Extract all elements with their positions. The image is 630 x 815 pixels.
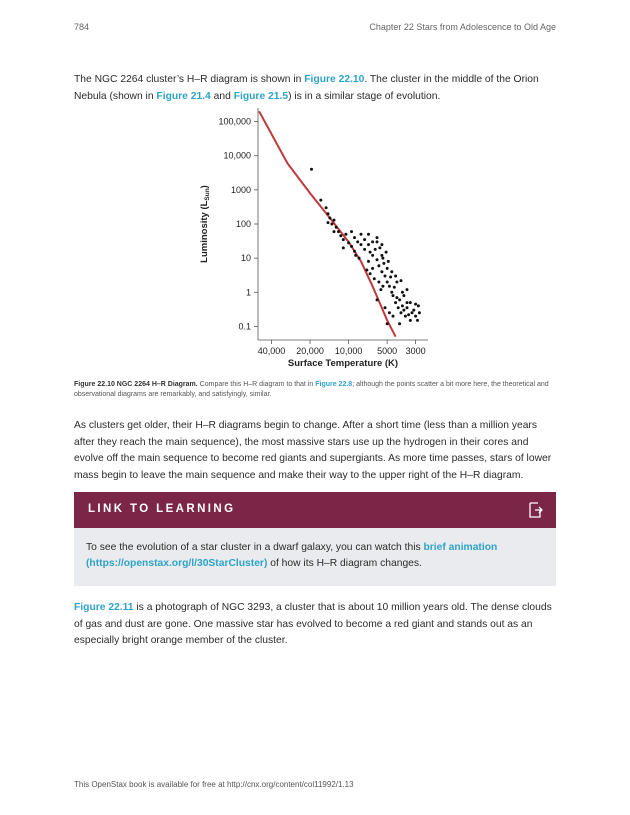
- star-point-56: [414, 315, 417, 318]
- star-point-77: [342, 246, 345, 249]
- star-point-20: [360, 233, 363, 236]
- star-point-88: [373, 277, 376, 280]
- star-point-87: [417, 304, 420, 307]
- star-point-63: [376, 298, 379, 301]
- star-point-55: [412, 309, 415, 312]
- ngc3293-paragraph: Figure 22.11 is a photograph of NGC 3293, a cluster that is about 10 million years old. The dense clouds of gas and dust are gone. One massive star has evolved to become a red giant and stands out as an especially bright orange member of the cluster.: [74, 602, 552, 646]
- star-point-52: [407, 313, 410, 316]
- page-number: 784: [74, 22, 90, 32]
- star-point-39: [389, 276, 392, 279]
- star-point-59: [386, 322, 389, 325]
- y-tick-label-4: 10: [240, 253, 251, 264]
- link-to-learning-text: To see the evolution of a star cluster in a dwarf galaxy, you can watch this brief animation (https://openstax.org/l/30StarCluster) of how its H–R diagram changes.: [86, 542, 498, 569]
- star-point-14: [347, 241, 350, 244]
- star-point-50: [404, 315, 407, 318]
- y-tick-label-2: 1000: [230, 184, 251, 195]
- figure-22-8-link[interactable]: Figure 22.8: [315, 381, 353, 388]
- star-point-69: [406, 288, 409, 291]
- brief-animation-link[interactable]: brief animation (https://openstax.org/l/30StarCluster): [86, 542, 498, 569]
- star-point-72: [377, 281, 380, 284]
- x-tick-label-4: 3000: [405, 346, 426, 356]
- hr-diagram-figure: [198, 104, 438, 376]
- star-point-78: [378, 246, 381, 249]
- star-point-64: [379, 288, 382, 291]
- star-point-73: [381, 285, 384, 288]
- star-point-47: [400, 311, 403, 314]
- running-head: Chapter 22 Stars from Adolescence to Old Age: [369, 22, 556, 32]
- star-point-48: [401, 304, 404, 307]
- star-point-74: [353, 250, 356, 253]
- star-point-7: [333, 219, 336, 222]
- star-point-54: [411, 311, 414, 314]
- x-tick-label-3: 5000: [377, 346, 398, 356]
- star-point-65: [384, 306, 387, 309]
- star-point-26: [371, 240, 374, 243]
- star-point-82: [394, 275, 397, 278]
- star-point-4: [328, 217, 331, 220]
- star-point-13: [344, 233, 347, 236]
- link-to-learning-title: LINK TO LEARNING: [88, 503, 236, 515]
- star-point-27: [371, 254, 374, 257]
- star-point-81: [390, 270, 393, 273]
- star-point-45: [397, 306, 400, 309]
- star-point-8: [335, 226, 338, 229]
- figure-caption: Figure 22.10 NGC 2264 H–R Diagram. Compare this H–R diagram to that in Figure 22.8; although the points scatter a bit more here, the theoretical and observational diagrams are remarkably, and satisfyingly, similar.: [74, 381, 549, 398]
- star-point-32: [380, 254, 383, 257]
- star-point-42: [393, 286, 396, 289]
- star-point-44: [395, 296, 398, 299]
- star-point-40: [390, 291, 393, 294]
- star-point-2: [325, 206, 328, 209]
- star-point-3: [327, 212, 330, 215]
- x-tick-label-1: 20,000: [296, 346, 324, 356]
- star-point-80: [387, 260, 390, 263]
- star-point-70: [367, 260, 370, 263]
- star-point-33: [380, 270, 383, 273]
- star-point-24: [367, 243, 370, 246]
- star-point-93: [385, 251, 388, 254]
- external-link-icon[interactable]: [526, 501, 544, 519]
- star-point-91: [376, 240, 379, 243]
- star-point-9: [337, 230, 340, 233]
- star-point-10: [333, 230, 336, 233]
- star-point-34: [382, 262, 385, 265]
- y-tick-group: [218, 117, 258, 332]
- star-point-49: [402, 309, 405, 312]
- star-point-57: [416, 319, 419, 322]
- x-axis-label: Surface Temperature (K): [287, 358, 399, 369]
- star-point-60: [392, 315, 395, 318]
- star-point-6: [330, 223, 333, 226]
- star-point-37: [386, 281, 389, 284]
- star-point-22: [363, 248, 366, 251]
- star-point-68: [401, 291, 404, 294]
- star-point-38: [388, 285, 391, 288]
- star-point-46: [398, 298, 401, 301]
- clusters-aging-paragraph: As clusters get older, their H–R diagrams begin to change. After a short time (less than a million years after they reach the main sequence), the most massive stars use up the hydrogen in their cores and evolve off the main sequence to become red giants and supergiants. As more time passes, stars of lower mass begin to leave the main sequence and make their way to the upper right of the H–R diagram.: [74, 420, 552, 481]
- star-point-23: [367, 233, 370, 236]
- star-point-76: [369, 272, 372, 275]
- star-point-92: [380, 243, 383, 246]
- star-point-90: [358, 257, 361, 260]
- figure-21-4-link[interactable]: Figure 21.4: [156, 90, 211, 102]
- intro-paragraph: The NGC 2264 cluster’s H–R diagram is shown in Figure 22.10. The cluster in the middle of the Orion Nebula (shown in Figure 21.4 and Figure 21.5) is in a similar stage of evolution.: [74, 74, 539, 102]
- star-point-29: [376, 258, 379, 261]
- caption-label: Figure 22.10 NGC 2264 H–R Diagram.: [74, 381, 198, 388]
- link-to-learning-header: [74, 492, 556, 528]
- x-tick-label-0: 40,000: [257, 346, 286, 356]
- star-point-18: [356, 240, 359, 243]
- y-tick-label-0: 100,000: [218, 116, 251, 127]
- star-point-11: [339, 234, 342, 237]
- star-point-66: [388, 311, 391, 314]
- star-point-43: [394, 301, 397, 304]
- star-point-5: [327, 221, 330, 224]
- star-point-15: [350, 245, 353, 248]
- y-axis-label: Luminosity $(L_{Sun})$: [199, 185, 211, 263]
- y-tick-label-6: 0.1: [238, 321, 251, 332]
- x-tick-label-2: 10,000: [334, 346, 363, 356]
- star-point-83: [400, 279, 403, 282]
- star-point-0: [310, 168, 313, 171]
- star-point-86: [414, 303, 417, 306]
- footer: This OpenStax book is available for free at http://cnx.org/content/col11992/1.13: [74, 780, 354, 789]
- star-point-53: [409, 319, 412, 322]
- star-point-71: [371, 267, 374, 270]
- star-point-84: [402, 294, 405, 297]
- star-point-75: [354, 254, 357, 257]
- link-to-learning-body: [74, 528, 556, 586]
- figure-22-10-link[interactable]: Figure 22.10: [304, 74, 365, 85]
- star-point-67: [395, 281, 398, 284]
- main-sequence-line: [259, 111, 396, 336]
- star-point-19: [360, 243, 363, 246]
- star-point-85: [409, 301, 412, 304]
- star-point-36: [386, 267, 389, 270]
- y-tick-label-5: 1: [245, 287, 251, 298]
- y-tick-label-3: 100: [235, 219, 251, 229]
- star-point-21: [363, 238, 366, 241]
- star-point-25: [369, 251, 372, 254]
- star-point-61: [398, 322, 401, 325]
- star-point-17: [350, 230, 353, 233]
- star-point-28: [374, 248, 377, 251]
- x-tick-group: [258, 340, 426, 356]
- star-point-89: [365, 269, 368, 272]
- star-point-79: [381, 257, 384, 260]
- y-tick-label-1: 10,000: [223, 150, 251, 161]
- figure-22-11-link[interactable]: Figure 22.11: [74, 602, 134, 613]
- star-point-31: [377, 264, 380, 267]
- figure-21-5-link[interactable]: Figure 21.5: [233, 90, 289, 102]
- star-point-30: [376, 236, 379, 239]
- star-point-35: [384, 275, 387, 278]
- star-point-58: [418, 311, 421, 314]
- star-point-1: [319, 199, 322, 202]
- star-point-12: [342, 238, 345, 241]
- star-point-16: [353, 236, 356, 239]
- hr-diagram-chart: [198, 104, 438, 376]
- star-point-62: [406, 301, 409, 304]
- series-layer: [259, 111, 421, 336]
- star-point-51: [406, 306, 409, 309]
- star-point-41: [392, 294, 395, 297]
